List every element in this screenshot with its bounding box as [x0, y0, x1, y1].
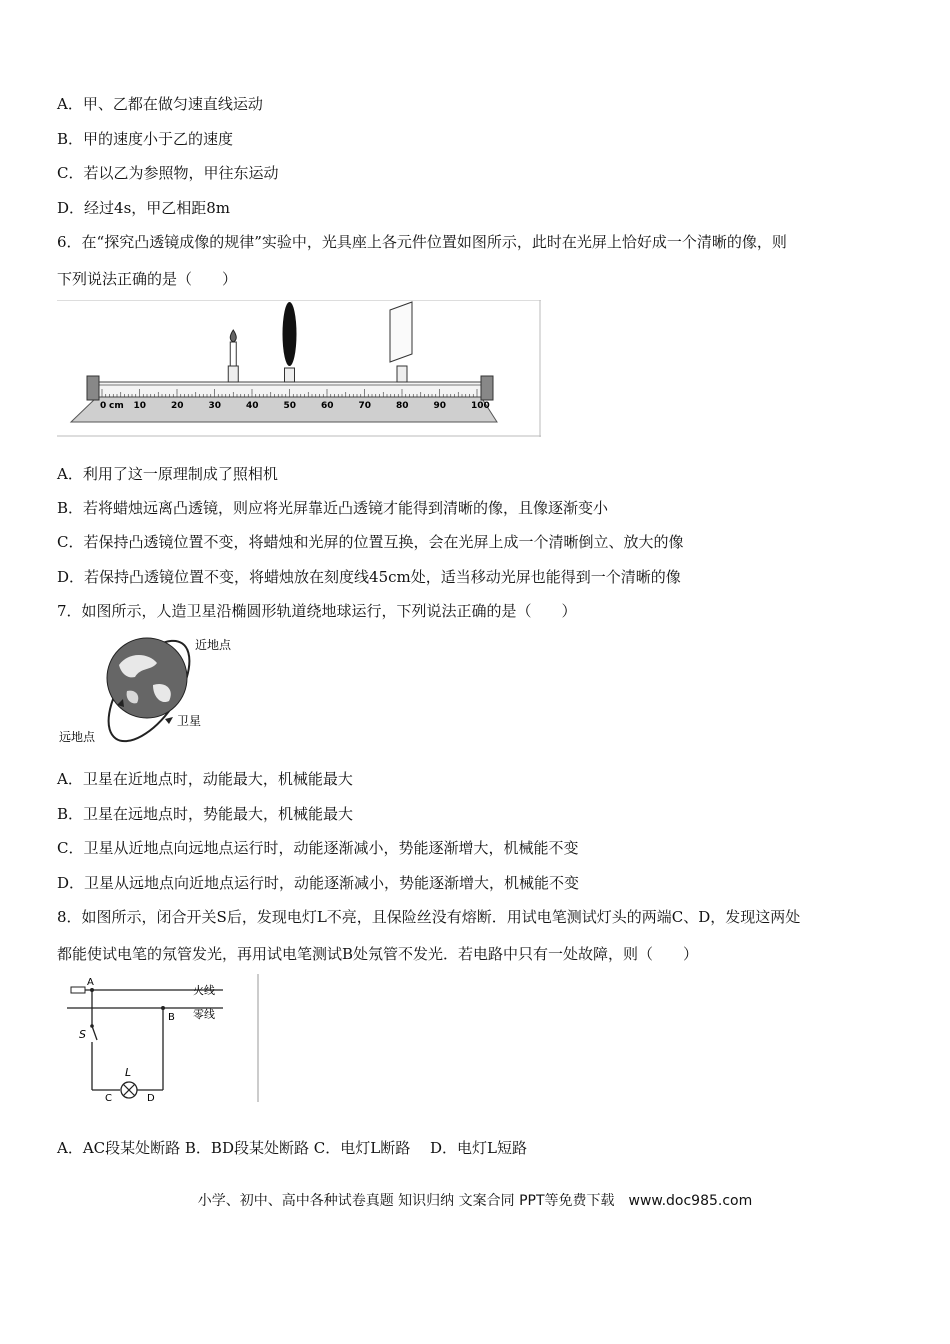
satellite-orbit-diagram	[57, 633, 267, 748]
q8-options: A．AC段某处断路 B．BD段某处断路 C．电灯L断路 D．电灯L短路	[57, 1139, 527, 1157]
q7-option-d: D．卫星从远地点向近地点运行时，动能逐渐减小，势能逐渐增大，机械能不变	[57, 874, 580, 892]
live-wire-label: 火线	[193, 984, 215, 997]
scale-tick-label: 20	[171, 401, 184, 411]
scale-tick-label: 40	[246, 401, 259, 411]
scale-tick-label: 30	[208, 401, 222, 411]
circuit-figure	[65, 974, 265, 1102]
scale-tick-label: 10	[133, 401, 147, 411]
q7-option-c: C．卫星从近地点向远地点运行时，动能逐渐减小，势能逐渐增大，机械能不变	[57, 839, 579, 857]
switch-s	[92, 1026, 97, 1040]
scale-tick-label: 100	[471, 401, 490, 411]
q7-stem: 7．如图所示，人造卫星沿椭圆形轨道绕地球运行，下列说法正确的是（ ）	[57, 602, 577, 620]
right-end-stop	[481, 376, 493, 400]
optical-bench-figure	[57, 300, 541, 437]
scale-tick-label: 90	[433, 401, 447, 411]
q6-stem-line2: 下列说法正确的是（ ）	[57, 270, 238, 288]
q7-option-b: B．卫星在远地点时，势能最大，机械能最大	[57, 805, 354, 823]
optical-bench-diagram	[57, 300, 541, 437]
q5-option-d: D．经过4s，甲乙相距8m	[57, 199, 231, 217]
point-a-label: A	[87, 977, 94, 988]
neutral-wire-label: 零线	[193, 1008, 215, 1021]
light-screen	[390, 302, 412, 382]
flame-icon	[230, 330, 236, 342]
satellite-label: 卫星	[177, 714, 202, 728]
apogee-label: 远地点	[59, 730, 96, 744]
q6-stem-line1: 6．在“探究凸透镜成像的规律”实验中，光具座上各元件位置如图所示，此时在光屏上恰好成一个清晰的像，则	[57, 233, 787, 251]
candle	[228, 330, 238, 382]
scale-tick-label: 70	[358, 401, 372, 411]
satellite-icon	[165, 717, 173, 724]
scale-tick-label: 50	[283, 401, 297, 411]
satellite-orbit-figure	[57, 633, 267, 748]
scale-unit: cm	[109, 401, 124, 411]
point-c-label: C	[105, 1093, 112, 1102]
scale-tick-label: 60	[321, 401, 334, 411]
q5-option-c: C．若以乙为参照物，甲往东运动	[57, 164, 279, 182]
fuse-icon	[71, 987, 85, 993]
scale-tick-label: 0	[100, 401, 107, 411]
q8-stem-line2: 都能使试电笔的氖管发光，再用试电笔测试B处氖管不发光．若电路中只有一处故障，则（ ）	[57, 945, 699, 963]
earth-icon	[107, 638, 187, 718]
q6-option-b: B．若将蜡烛远离凸透镜，则应将光屏靠近凸透镜才能得到清晰的像，且像逐渐变小	[57, 499, 609, 517]
switch-label: S	[79, 1028, 86, 1041]
scale-rail	[97, 382, 483, 397]
lamp-label: L	[125, 1066, 132, 1079]
point-d-label: D	[147, 1093, 155, 1102]
q6-option-d: D．若保持凸透镜位置不变，将蜡烛放在刻度线45cm处，适当移动光屏也能得到一个清晰的像	[57, 568, 681, 586]
circuit-diagram	[65, 974, 265, 1102]
convex-lens	[283, 302, 297, 382]
q7-option-a: A．卫星在近地点时，动能最大，机械能最大	[57, 770, 353, 788]
q8-stem-line1: 8．如图所示，闭合开关S后，发现电灯L不亮，且保险丝没有熔断．用试电笔测试灯头的两端C、D，发现这两处	[57, 908, 801, 926]
left-end-stop	[87, 376, 99, 400]
point-b-label: B	[168, 1012, 175, 1023]
q6-option-c: C．若保持凸透镜位置不变，将蜡烛和光屏的位置互换，会在光屏上成一个清晰倒立、放大的像	[57, 533, 684, 551]
q6-option-a: A．利用了这一原理制成了照相机	[57, 465, 278, 483]
page-footer: 小学、初中、高中各种试卷真题 知识归纳 文案合同 PPT等免费下载 www.doc985.com	[197, 1193, 753, 1209]
perigee-label: 近地点	[195, 638, 232, 652]
q5-option-b: B．甲的速度小于乙的速度	[57, 130, 234, 148]
q5-option-a: A．甲、乙都在做匀速直线运动	[57, 95, 263, 113]
scale-tick-label: 80	[396, 401, 409, 411]
